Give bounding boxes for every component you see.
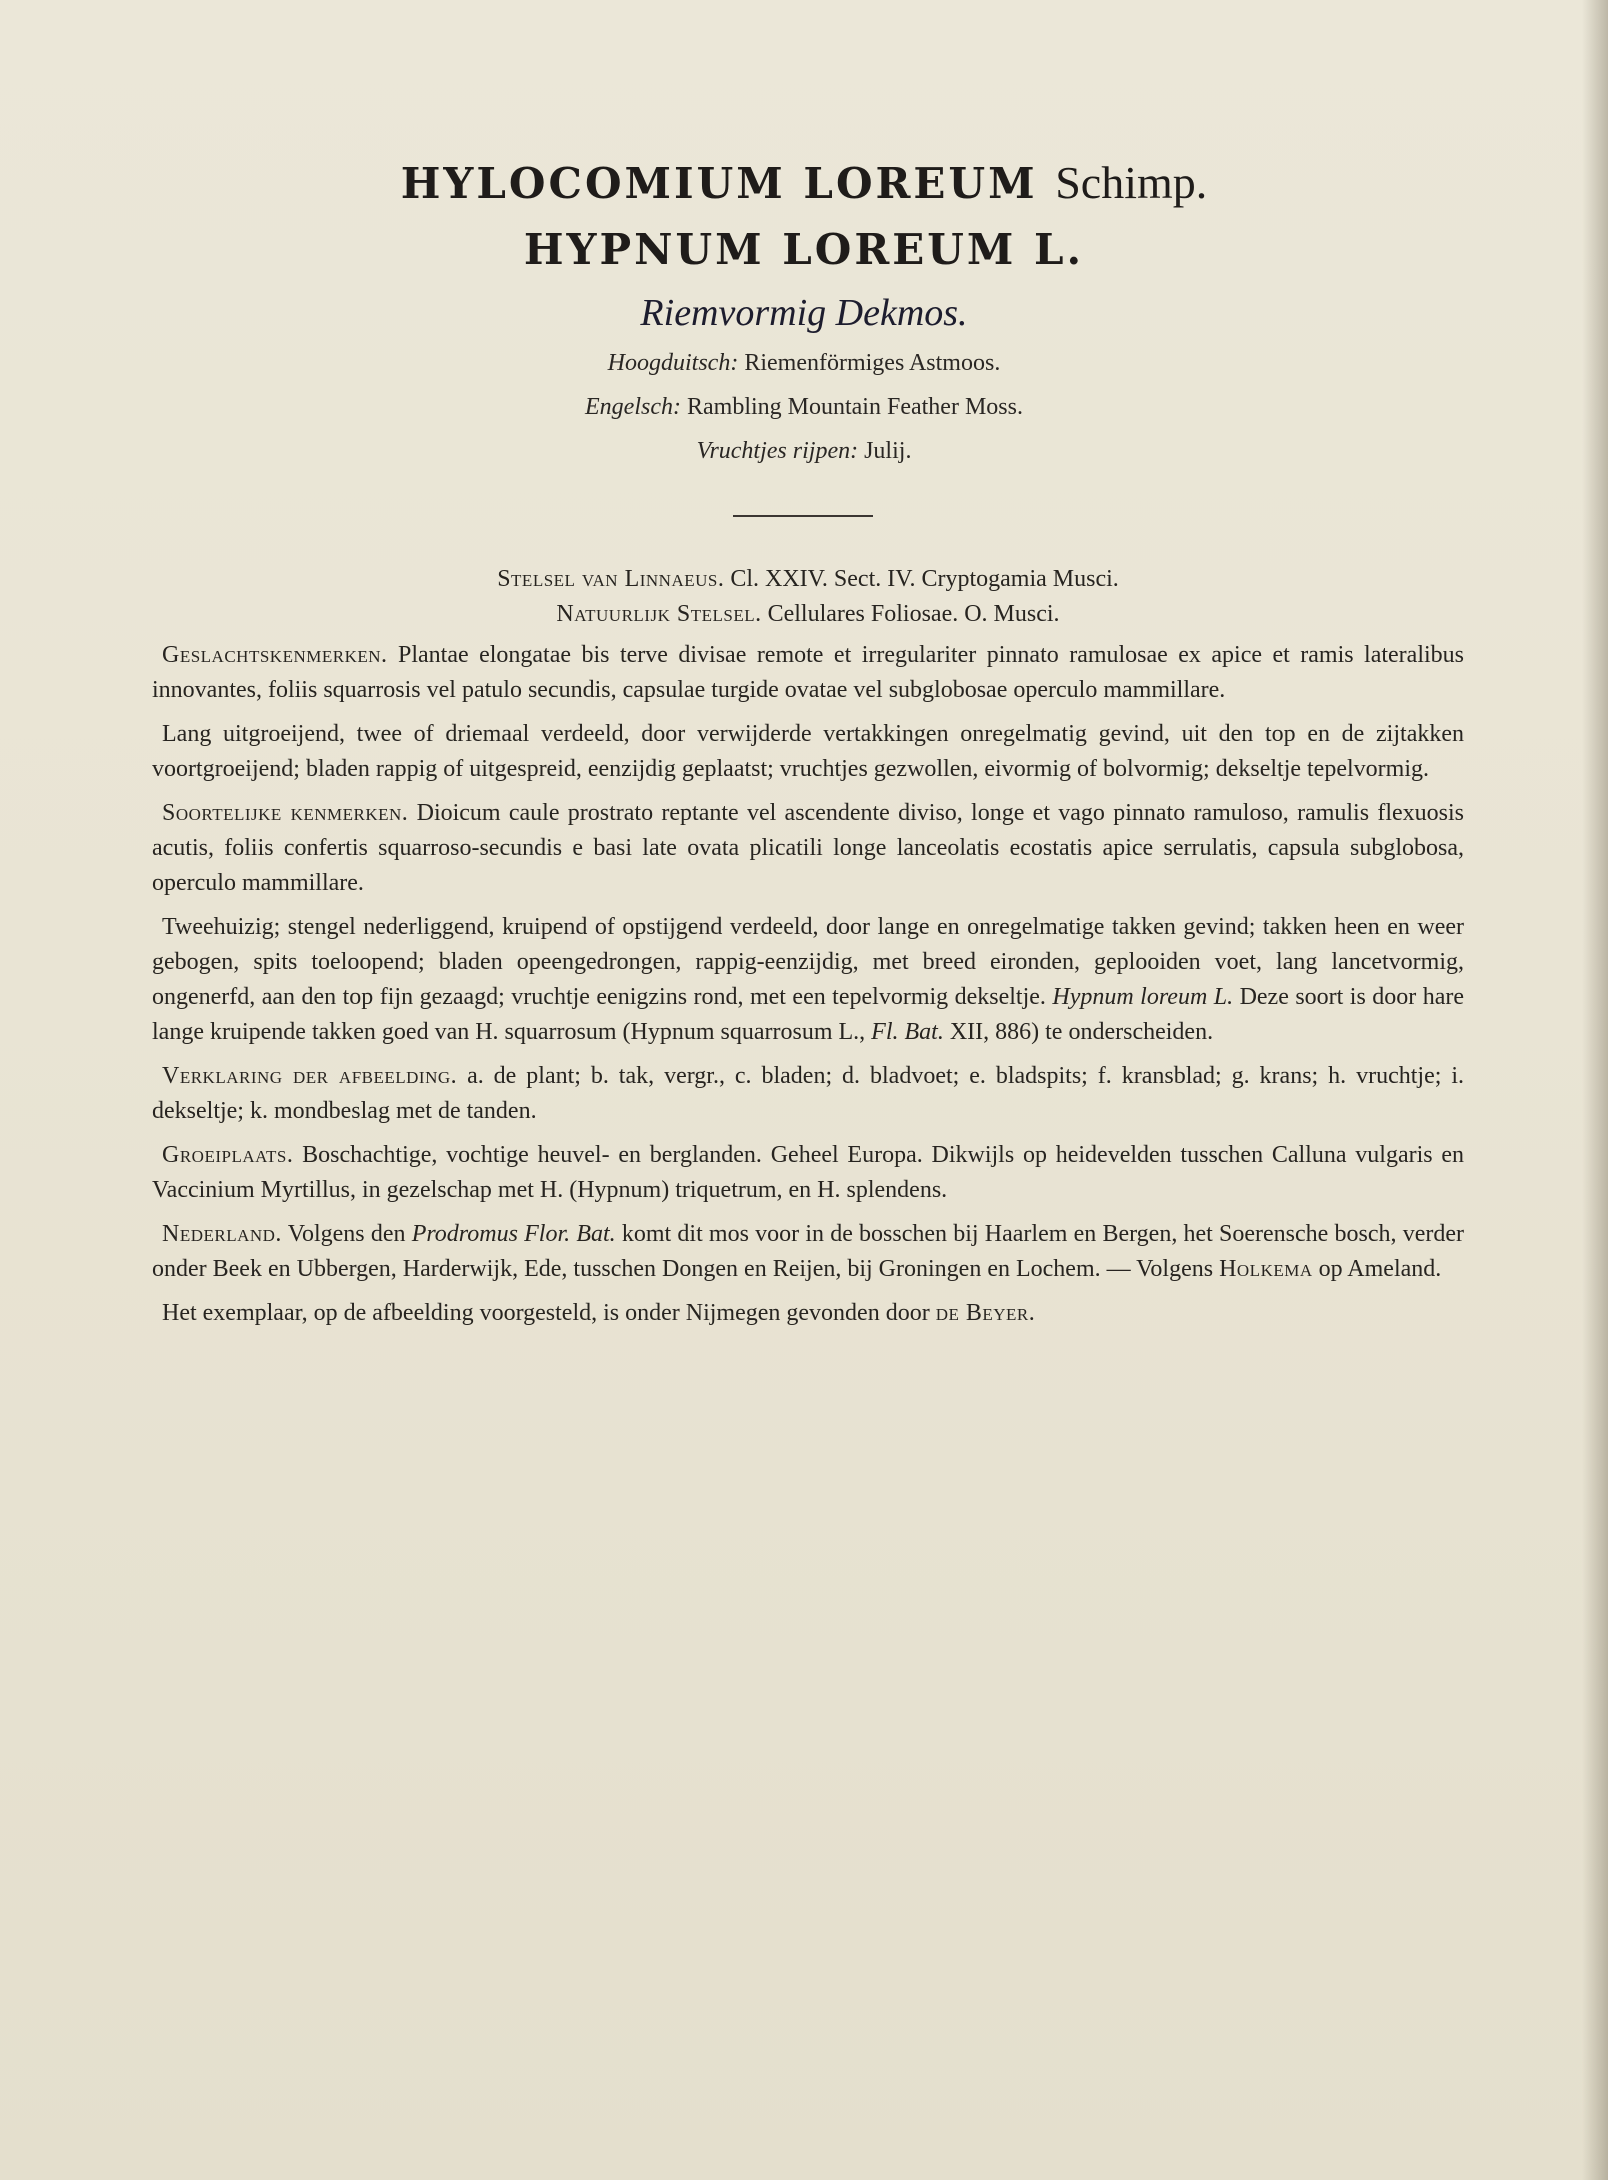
species-dutch-text-2: Deze soort is door hare lange kruipende takken goed van H. squarrosum (Hypnum squarrosum L., <box>152 984 1465 1045</box>
title-line-2: HYPNUM LOREUM L. <box>523 225 1085 274</box>
habitat-label: Groeiplaats. <box>162 1142 294 1168</box>
netherlands-text-3: op Ameland. <box>1318 1256 1442 1282</box>
species-latin-text: Dioicum caule prostrato reptante vel ascendente diviso, longe et vago pinnato ramuloso, ramulis flexuosis acutis, foliis confertis squarroso-secundis e basi late ovata plicatili longe lanceolatis ecostatis apice serrulatis, capsula subglobosa, operculo mammillare. <box>152 800 1465 896</box>
fruit-value: Julij. <box>864 438 912 464</box>
species-dutch-text-3: XII, 886) te onderscheiden. <box>949 1019 1214 1045</box>
species-latin-paragraph <box>152 796 1464 901</box>
netherlands-text-2: komt dit mos voor in de bosschen bij Haarlem en Bergen, het Soerensche bosch, verder onder Beek en Ubbergen, Harderwijk, Ede, tusschen Dongen en Reijen, bij Groningen en Lochem. — Volgens <box>152 1221 1465 1282</box>
habitat-paragraph <box>152 1138 1464 1208</box>
divider-rule <box>733 515 873 517</box>
genus-latin-paragraph <box>152 638 1464 708</box>
natural-system-value: Cellulares Foliosae. O. Musci. <box>767 601 1060 627</box>
english-label: Engelsch: <box>585 394 681 420</box>
specimen-text: Het exemplaar, op de afbeelding voorgesteld, is onder Nijmegen gevonden door <box>162 1300 930 1326</box>
netherlands-reference: Prodromus Flor. Bat. <box>411 1221 616 1247</box>
title-block <box>0 150 1608 473</box>
habitat-text: Boschachtige, vochtige heuvel- en berglanden. Geheel Europa. Dikwijls op heidevelden tusschen Calluna vulgaris en Vaccinium Myrtillus, in gezelschap met H. (Hypnum) triquetrum, en H. splendens. <box>152 1142 1465 1203</box>
title-line-1 <box>0 150 1608 217</box>
natural-system-line <box>152 597 1464 632</box>
netherlands-label: Nederland. <box>162 1221 282 1247</box>
specimen-collector: de Beyer. <box>935 1300 1036 1326</box>
german-value: Riemenförmiges Astmoos. <box>744 350 1001 376</box>
english-value: Rambling Mountain Feather Moss. <box>686 394 1023 420</box>
netherlands-name: Holkema <box>1219 1256 1313 1282</box>
species-label: Soortelijke kenmerken. <box>162 800 409 826</box>
fruit-line <box>0 429 1608 473</box>
species-dutch-text-1: Tweehuizig; stengel nederliggend, kruipend of opstijgend verdeeld, door lange en onregelmatige takken gevind; takken heen en weer gebogen, spits toeloopend; bladen opeengedrongen, rappig-eenzijdig, met breed eironden, geplooiden voet, lang lancetvormig, ongenerfd, aan den top fijn gezaagd; vruchtje eenigzins rond, met een tepelvormig dekseltje. <box>152 914 1464 1010</box>
netherlands-text-1: Volgens den <box>287 1221 406 1247</box>
linnaeus-label: Stelsel van Linnaeus. <box>497 566 725 592</box>
netherlands-paragraph <box>152 1217 1464 1287</box>
title-author: Schimp. <box>1055 157 1208 208</box>
linnaeus-value: Cl. XXIV. Sect. IV. Cryptogamia Musci. <box>730 566 1119 592</box>
linnaeus-line <box>152 562 1464 597</box>
english-name-line <box>0 385 1608 429</box>
natural-system-label: Natuurlijk Stelsel. <box>556 601 762 627</box>
genus-dutch-paragraph: Lang uitgroeijend, twee of driemaal verdeeld, door verwijderde vertakkingen onregelmatig gevind, uit den top en de zijtakken voortgroeijend; bladen rappig of uitgespreid, eenzijdig geplaatst; vruchtjes gezwollen, eivormig of bolvormig; dekseltje tepelvormig. <box>152 721 1464 782</box>
plate-text: a. de plant; b. tak, vergr., c. bladen; d. bladvoet; e. bladspits; f. kransblad; g. krans; h. vruchtje; i. dekseltje; k. mondbeslag met de tanden. <box>152 1063 1464 1124</box>
german-name-line <box>0 341 1608 385</box>
plate-explanation-paragraph <box>152 1059 1464 1129</box>
species-dutch-reference: Hypnum loreum L. <box>1052 984 1234 1010</box>
species-dutch-reference-2: Fl. Bat. <box>871 1019 944 1045</box>
species-dutch-paragraph <box>152 910 1464 1050</box>
title-genus-species: HYLOCOMIUM LOREUM <box>400 159 1038 208</box>
specimen-paragraph <box>152 1296 1464 1331</box>
genus-latin-text: Plantae elongatae bis terve divisae remote et irregulariter pinnato ramulosae ex apice et ramis lateralibus innovantes, foliis squarrosis vel patulo secundis, capsulae turgide ovatae vel subglobosae operculo mammillare. <box>152 642 1464 703</box>
fruit-label: Vruchtjes rijpen: <box>696 438 859 464</box>
genus-label: Geslachtskenmerken. <box>162 642 388 668</box>
german-label: Hoogduitsch: <box>607 350 739 376</box>
plate-label: Verklaring der afbeelding. <box>162 1063 458 1089</box>
body-text <box>152 562 1464 1340</box>
dutch-name: Riemvormig Dekmos. <box>640 292 968 334</box>
